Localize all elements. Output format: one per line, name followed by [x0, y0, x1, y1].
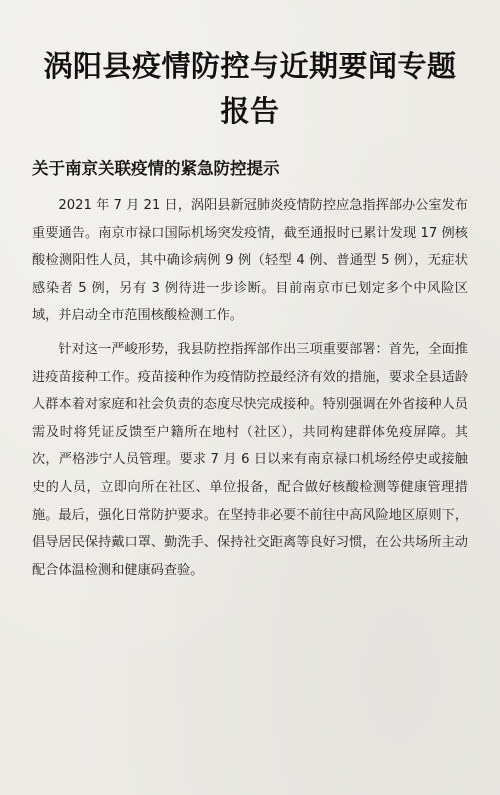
- paragraph-notice: 2021 年 7 月 21 日，涡阳县新冠肺炎疫情防控应急指挥部办公室发布重要通告。南京市禄口国际机场突发疫情，截至通报时已累计发现 17 例核酸检测阳性人员，其中确诊病例 9 例（轻型 4 例、普通型 5 例），无症状感染者 5 例，另有 3 例待进一步诊断。目前南京市已划定多个中风险区域，并启动全市范围核酸检测工作。: [32, 198, 468, 324]
- section-heading: 关于南京关联疫情的紧急防控提示: [32, 159, 280, 178]
- paragraph-measures: 针对这一严峻形势，我县防控指挥部作出三项重要部署：首先，全面推进疫苗接种工作。疫苗接种作为疫情防控最经济有效的措施，要求全县适龄人群本着对家庭和社会负责的态度尽快完成接种。特别强调在外省接种人员需及时将凭证反馈至户籍所在地村（社区），共同构建群体免疫屏障。其次，严格涉宁人员管理。要求 7 月 6 日以来有南京禄口机场经停史或接触史的人员，立即向所在社区、单位报备，配合做好核酸检测等健康管理措施。最后，强化日常防护要求。在坚持非必要不前往中高风险地区原则下，倡导居民保持戴口罩、勤洗手、保持社交距离等良好习惯，在公共场所主动配合体温检测和健康码查验。: [32, 341, 468, 578]
- document-title: 涡阳县疫情防控与近期要闻专题报告: [43, 49, 457, 128]
